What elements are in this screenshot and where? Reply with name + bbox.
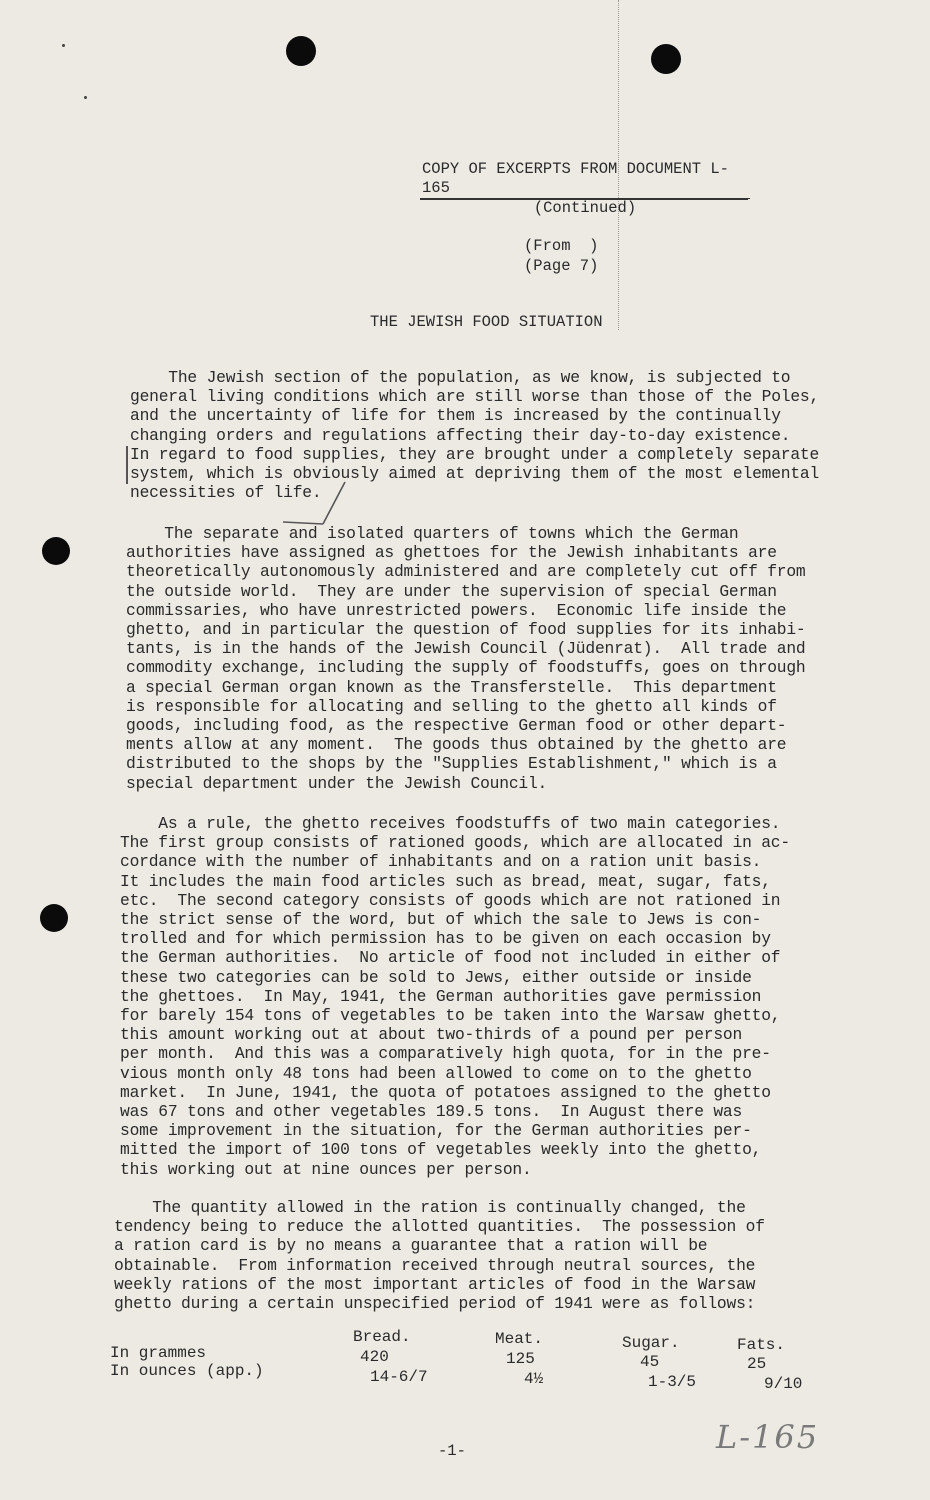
- table-cell: 45: [640, 1353, 660, 1371]
- table-cell: 1-3/5: [648, 1373, 697, 1391]
- section-title: THE JEWISH FOOD SITUATION: [370, 313, 603, 331]
- source-reference: [524, 236, 598, 276]
- punch-hole-left-upper: [42, 537, 70, 565]
- paragraph-3: As a rule, the ghetto receives foodstuffs of two main categories. The first group consists of rationed goods, which are allocated in ac- cordance with the number of inhabitants and on a ration unit basis. It includes the main food articles such as bread, meat, sugar, fats, etc. The second category consists of goods which are not rationed in the strict sense of the word, but of which the sale to Jews is con- trolled and for which permission has to be given on each occasion by the German authorities. No article of food not included in either of these two categories can be sold to Jews, either outside or inside the ghettoes. In May, 1941, the German authorities gave permission for barely 154 tons of vegetables to be taken into the Warsaw ghetto, this amount working out at about two-thirds of a pound per person per month. And this was a comparatively high quota, for in the pre- vious month only 48 tons had been allowed to come on to the ghetto market. In June, 1941, the quota of potatoes assigned to the ghetto was 67 tons and other vegetables 189.5 tons. In August there was some improvement in the situation, for the German authorities per- mitted the import of 100 tons of vegetables weekly into the ghetto, this working out at nine ounces per person.: [120, 814, 790, 1179]
- document-header-title: COPY OF EXCERPTS FROM DOCUMENT L-165: [420, 160, 750, 199]
- document-header-subtitle: (Continued): [533, 199, 637, 217]
- table-cell: 420: [360, 1348, 389, 1366]
- punch-hole-top-left: [286, 36, 316, 66]
- margin-mark: [126, 446, 128, 484]
- paragraph-4: The quantity allowed in the ration is continually changed, the tendency being to reduce the allotted quantities. The possession of a ration card is by no means a guarantee that a ration will be obtainable. From information received through neutral sources, the weekly rations of the most important articles of food in the Warsaw ghetto during a certain unspecified period of 1941 were as follows:: [114, 1198, 765, 1314]
- header-underline: [420, 199, 748, 200]
- source-reference-line2: (Page 7): [524, 257, 599, 275]
- column-header-meat: Meat.: [495, 1330, 544, 1348]
- handwritten-document-number: L-165: [716, 1418, 820, 1456]
- column-header-bread: Bread.: [353, 1328, 411, 1346]
- table-cell: 25: [747, 1355, 767, 1373]
- table-cell: 125: [506, 1350, 535, 1368]
- row-label-ounces: In ounces (app.): [110, 1362, 264, 1380]
- dust-speck: [62, 44, 65, 47]
- table-cell: 9/10: [764, 1375, 803, 1393]
- paragraph-2: The separate and isolated quarters of towns which the German authorities have assigned as ghettoes for the Jewish inhabitants are theoretically autonomously administered and are completely cut off from the outside world. They are under the supervision of special German commissaries, who have unrestricted powers. Economic life inside the ghetto, and in particular the question of food supplies for its inhabi- tants, is in the hands of the Jewish Council (Jüdenrat). All trade and commodity exchange, including the supply of foodstuffs, goes on through a special German organ known as the Transferstelle. This department is responsible for allocating and selling to the ghetto all kinds of goods, including food, as the respective German food or other depart- ments allow at any moment. The goods thus obtained by the ghetto are distributed to the shops by the "Supplies Establishment," which is a special department under the Jewish Council.: [126, 524, 806, 793]
- column-header-sugar: Sugar.: [622, 1334, 680, 1352]
- table-cell: 14-6/7: [370, 1368, 428, 1386]
- table-cell: 4½: [524, 1370, 544, 1388]
- paragraph-1: The Jewish section of the population, as we know, is subjected to general living conditions which are still worse than those of the Poles, and the uncertainty of life for them is increased by the continually changing orders and regulations affecting their day-to-day existence. In regard to food supplies, they are brought under a completely separate system, which is obviously aimed at depriving them of the most elemental necessities of life.: [130, 368, 820, 503]
- page-number: -1-: [438, 1442, 466, 1460]
- handwritten-check-mark: [283, 480, 353, 528]
- source-reference-line1: (From ): [524, 237, 599, 255]
- punch-hole-left-lower: [40, 904, 68, 932]
- document-header: [420, 160, 750, 218]
- dust-speck: [84, 96, 87, 99]
- row-label-grammes: In grammes: [110, 1344, 207, 1362]
- punch-hole-top-right: [651, 44, 681, 74]
- column-header-fats: Fats.: [737, 1336, 786, 1354]
